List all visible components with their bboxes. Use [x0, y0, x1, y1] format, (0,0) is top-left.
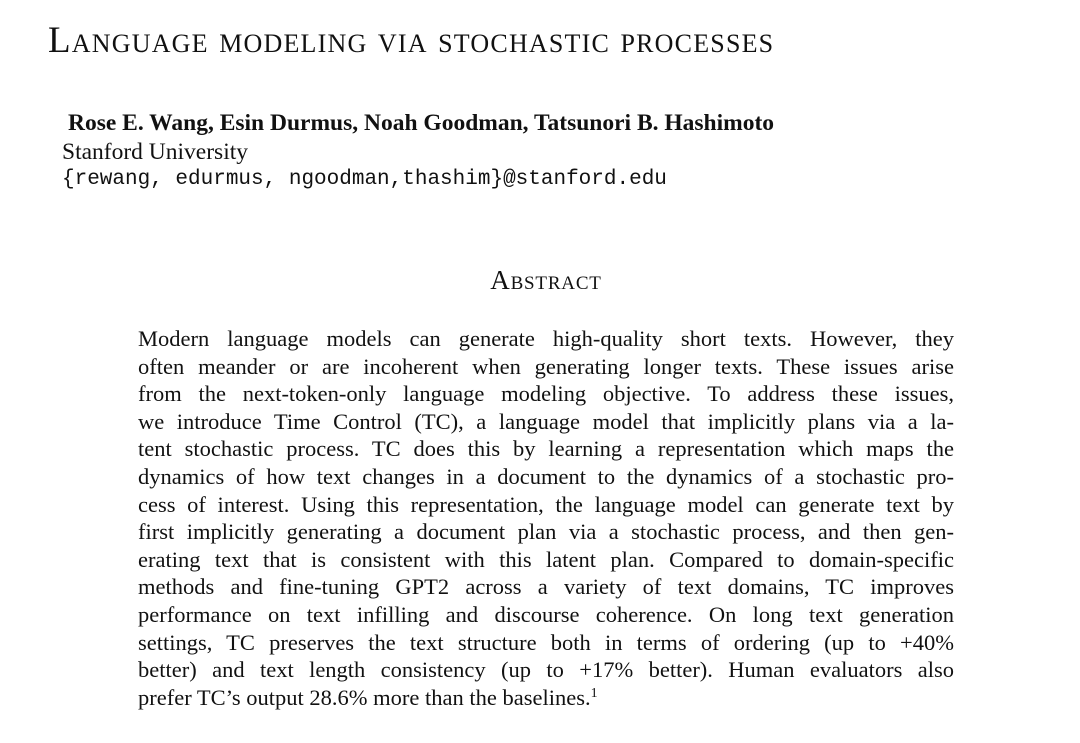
affiliation: Stanford University: [62, 139, 249, 165]
abstract-line: we introduce Time Control (TC), a language model that implicitly plans via a la-: [138, 408, 954, 434]
abstract-line: often meander or are incoherent when generating longer texts. These issues arise: [138, 353, 954, 379]
abstract-heading: Abstract: [490, 265, 602, 295]
abstract-line: settings, TC preserves the text structure both in terms of ordering (up to +40%: [138, 629, 954, 655]
abstract-line: better) and text length consistency (up to +17% better). Human evaluators also: [138, 657, 954, 683]
abstract-line: dynamics of how text changes in a document to the dynamics of a stochastic pro-: [138, 463, 954, 489]
footnote-marker[interactable]: 1: [590, 685, 598, 701]
author-emails: {rewang, edurmus, ngoodman,thashim}@stanford.edu: [62, 168, 667, 191]
abstract-line: cess of interest. Using this representation, the language model can generate text by: [138, 491, 954, 517]
abstract-line: erating text that is consistent with this latent plan. Compared to domain-specific: [138, 546, 954, 572]
abstract-line: tent stochastic process. TC does this by learning a representation which maps the: [138, 436, 954, 462]
paper-title: Language modeling via stochastic processes: [48, 20, 775, 61]
abstract-line: performance on text infilling and discourse coherence. On long text generation: [138, 601, 954, 627]
abstract-line: methods and fine-tuning GPT2 across a variety of text domains, TC improves: [138, 574, 954, 600]
abstract-line: first implicitly generating a document plan via a stochastic process, and then gen-: [138, 519, 954, 545]
abstract-line: from the next-token-only language modeling objective. To address these issues,: [138, 381, 954, 407]
author-list: Rose E. Wang, Esin Durmus, Noah Goodman, Tatsunori B. Hashimoto: [68, 110, 775, 136]
abstract-line-last: [138, 684, 954, 712]
abstract-line: Modern language models can generate high-quality short texts. However, they: [138, 326, 954, 351]
abstract-line-text: prefer TC’s output 28.6% more than the baselines.: [138, 684, 591, 710]
abstract-body: [138, 325, 954, 711]
